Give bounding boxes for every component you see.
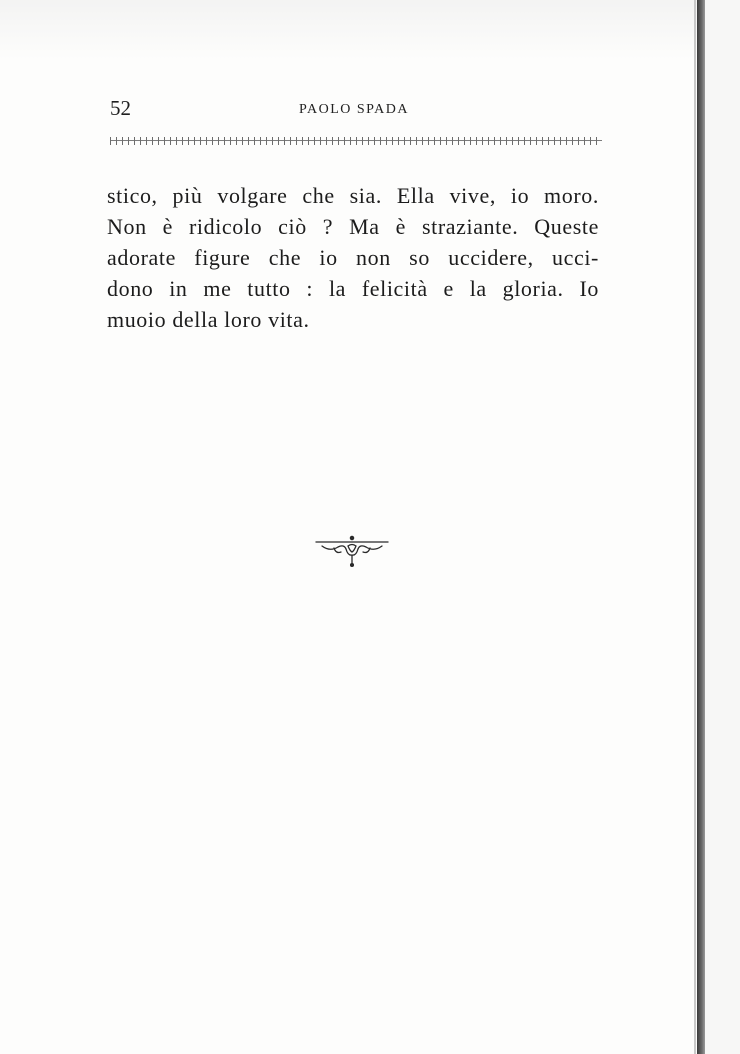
text-line: muoio della loro vita. bbox=[107, 307, 310, 332]
decorative-header-rule bbox=[110, 137, 602, 145]
text-line: Non è ridicolo ciò ? Ma è straziante. Queste bbox=[107, 214, 599, 239]
binding-shadow bbox=[697, 0, 705, 1054]
running-title: PAOLO SPADA bbox=[299, 102, 410, 117]
next-page-margin bbox=[705, 0, 740, 1054]
page-number: 52 bbox=[110, 96, 131, 120]
text-line: dono in me tutto : la felicità e la gloria. Io bbox=[107, 276, 599, 301]
running-header bbox=[110, 96, 610, 126]
page-edge-line bbox=[694, 0, 696, 1054]
tailpiece-ornament-icon bbox=[314, 530, 390, 570]
text-line: adorate figure che io non so uccidere, ucci- bbox=[107, 245, 599, 270]
body-paragraph bbox=[107, 180, 599, 335]
text-line: stico, più volgare che sia. Ella vive, io moro. bbox=[107, 183, 599, 208]
